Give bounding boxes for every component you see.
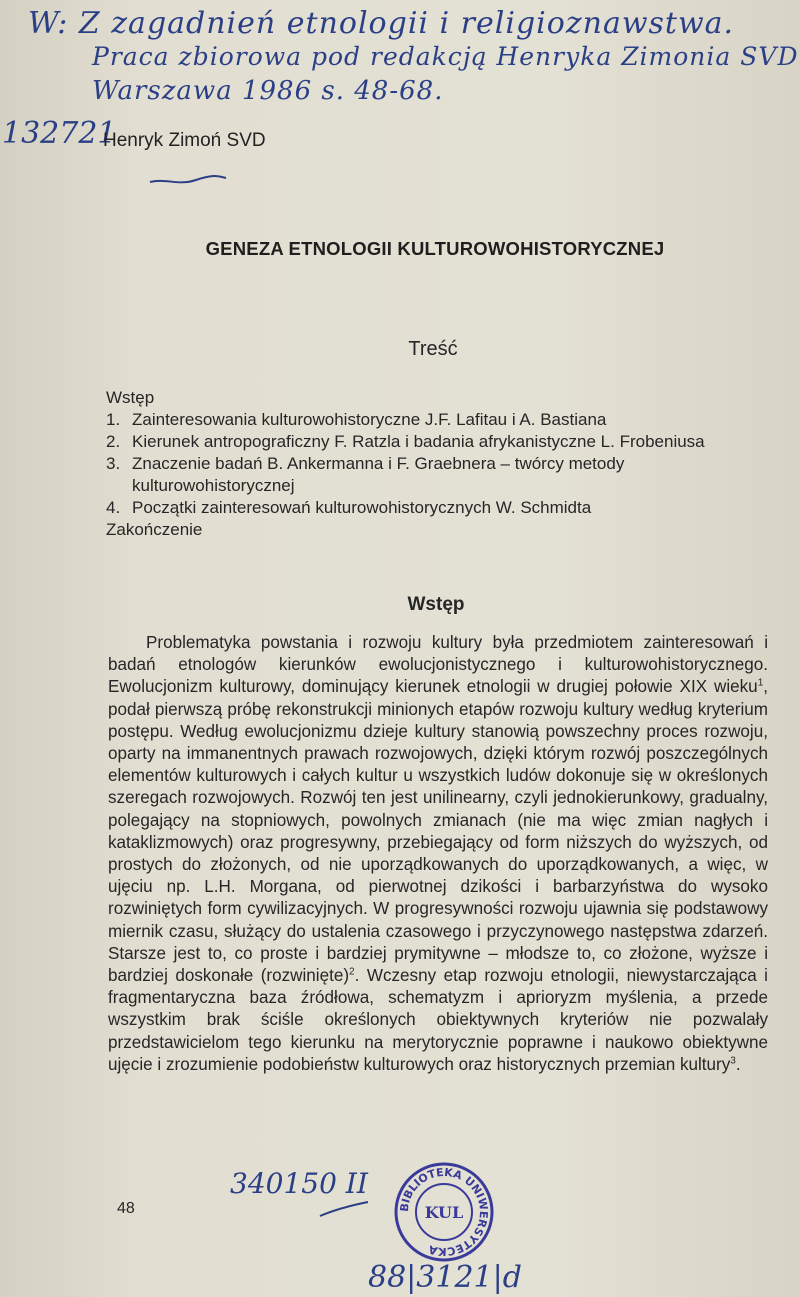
table-of-contents	[106, 387, 786, 541]
page-number: 48	[117, 1200, 135, 1217]
handwritten-citation-line1: W: Z zagadnień etnologii i religioznawstwa.	[28, 6, 735, 41]
toc-item	[106, 431, 786, 453]
toc-item-number: 1.	[106, 410, 121, 429]
footnote-ref-2[interactable]: 2	[349, 966, 355, 978]
toc-item	[106, 453, 786, 497]
toc-item-text: Zainteresowania kulturowohistoryczne J.F. Lafitau i A. Bastiana	[132, 410, 607, 429]
body-paragraph	[108, 632, 768, 1076]
stamp-ring-text: BIBLIOTEKA UNIWERSYTECKA	[397, 1165, 491, 1259]
handwritten-citation-line2: Praca zbiorowa pod redakcją Henryka Zimonia SVD	[92, 42, 799, 71]
handwritten-dash	[318, 1200, 370, 1220]
toc-item-number: 4.	[106, 498, 121, 517]
handwritten-catalog-number: 340150 II	[230, 1167, 368, 1200]
handwritten-shelf-code: 88|3121|d	[368, 1260, 522, 1295]
toc-heading: Treść	[408, 338, 458, 360]
stamp-center-text: KUL	[424, 1203, 464, 1222]
library-stamp	[392, 1160, 496, 1264]
footnote-ref-1[interactable]: 1	[757, 677, 764, 689]
toc-item	[106, 497, 786, 519]
toc-item-number: 2.	[106, 432, 121, 451]
body-text: . Wczesny etap rozwoju etnologii, niewystarczająca i fragmentaryczna baza źródłowa, schematyzm i aprioryzm myślenia, a przede wszystkim brak ściśle określonych obiektywnych kryteriów nie pozwalały przedstawicielom tego kierunku na merytorycznie poprawne i naukowo obiektywne ujęcie i zrozumienie podobieństw kulturowych oraz historycznych przemian kultury	[108, 966, 768, 1074]
handwritten-margin-number: 132721	[2, 116, 117, 151]
section-heading: Wstęp	[407, 594, 465, 615]
toc-intro: Wstęp	[106, 388, 155, 407]
toc-item-text: Kierunek antropograficzny F. Ratzla i badania afrykanistyczne L. Frobeniusa	[132, 432, 705, 451]
handwritten-citation-line3: Warszawa 1986 s. 48-68.	[92, 76, 444, 106]
author-name: Henryk Zimoń SVD	[103, 130, 266, 151]
toc-item-text: Początki zainteresowań kulturowohistorycznych W. Schmidta	[132, 498, 592, 517]
toc-item-text: Znaczenie badań B. Ankermanna i F. Graebnera – twórcy metody kulturowohistorycznej	[132, 454, 625, 495]
footnote-ref-3[interactable]: 3	[730, 1055, 736, 1067]
toc-item-number: 3.	[106, 454, 121, 473]
toc-outro: Zakończenie	[106, 520, 203, 539]
body-text: , podał pierwszą próbę rekonstrukcji minionych etapów rozwoju kultury według kryterium postępu. Według ewolucjonizmu dzieje kultury stanowią powszechny proces rozwoju, oparty na immanentnych prawach rozwojowych, dzięki którym rozwój poszczególnych elementów kulturowych i całych kultur u wszystkich ludów dokonuje się w określonych szeregach rozwojowych. Rozwój ten jest unilinearny, czyli jednokierunkowy, gradualny, polegający na stopniowych, powolnych zmianach (nie ma więc zmian nagłych i kataklizmowych) oraz progresywny, przebiegający od form niższych do wyższych, od prostych do złożonych, od nie uporządkowanych do uporządkowanych, a więc, w ujęciu np. L.H. Morgana, od pierwotnej dzikości i barbarzyństwa do wysoko rozwiniętych form cywilizacyjnych. W progresywności rozwoju ujawnia się podstawowy miernik czasu, służący do ustalenia czasowego i przyczynowego następstwa zdarzeń. Starsze jest to, co proste i bardziej prymitywne – młodsze to, co złożone, wyższe i bardziej doskonałe (rozwinięte)	[108, 677, 768, 986]
body-text: .	[735, 1054, 741, 1074]
article-title: GENEZA ETNOLOGII KULTUROWOHISTORYCZNEJ	[205, 238, 665, 259]
handwritten-squiggle	[148, 170, 228, 192]
body-text: Problematyka powstania i rozwoju kultury była przedmiotem zainteresowań i badań etnologów kierunków ewolucjonistycznego i kulturowohistorycznego. Ewolucjonizm kulturowy, dominujący kierunek etnologii w drugiej połowie XIX wieku	[108, 633, 768, 697]
toc-item	[106, 409, 786, 431]
